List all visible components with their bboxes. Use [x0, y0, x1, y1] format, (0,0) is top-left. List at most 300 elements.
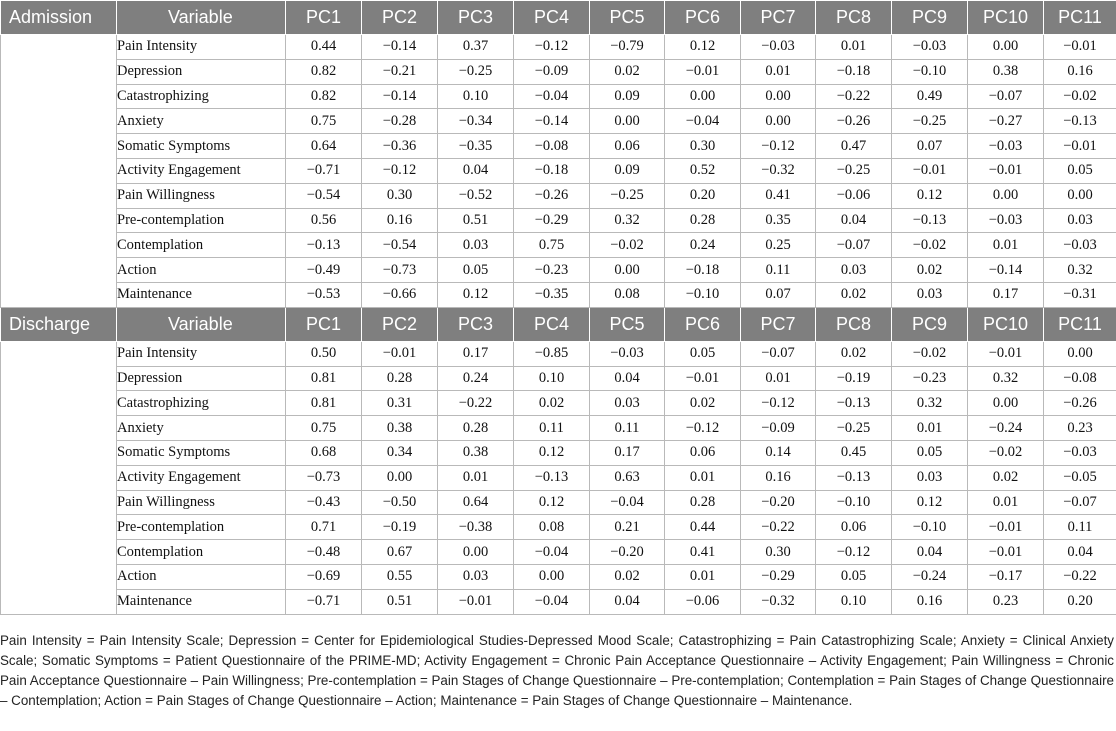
loading-value-cell: −0.52	[438, 183, 514, 208]
loading-value-cell: −0.12	[741, 134, 816, 159]
variable-name-cell: Pain Intensity	[117, 35, 286, 60]
loading-value-cell: −0.09	[514, 59, 590, 84]
loading-value-cell: 0.16	[362, 208, 438, 233]
loading-value-cell: 0.00	[590, 258, 665, 283]
loading-value-cell: 0.41	[741, 183, 816, 208]
loading-value-cell: 0.23	[1044, 416, 1116, 441]
loading-value-cell: −0.04	[514, 589, 590, 614]
loading-value-cell: −0.13	[514, 465, 590, 490]
loading-value-cell: −0.69	[286, 564, 362, 589]
loading-value-cell: −0.12	[514, 35, 590, 60]
column-header-pc10: PC10	[968, 307, 1044, 341]
table-row	[1, 84, 1116, 109]
loading-value-cell: −0.50	[362, 490, 438, 515]
variable-name-cell: Contemplation	[117, 233, 286, 258]
column-header-pc9: PC9	[892, 307, 968, 341]
loading-value-cell: −0.01	[438, 589, 514, 614]
loading-value-cell: 0.01	[892, 416, 968, 441]
loading-value-cell: 0.01	[741, 366, 816, 391]
loading-value-cell: 0.10	[514, 366, 590, 391]
loading-value-cell: 0.07	[741, 282, 816, 307]
column-header-pc2: PC2	[362, 307, 438, 341]
loading-value-cell: 0.12	[514, 440, 590, 465]
loading-value-cell: 0.75	[514, 233, 590, 258]
variable-name-cell: Depression	[117, 366, 286, 391]
loading-value-cell: −0.02	[892, 233, 968, 258]
table-row	[1, 109, 1116, 134]
table-row	[1, 233, 1116, 258]
loading-value-cell: 0.10	[816, 589, 892, 614]
loading-value-cell: −0.20	[741, 490, 816, 515]
loading-value-cell: 0.03	[438, 233, 514, 258]
loading-value-cell: −0.12	[816, 540, 892, 565]
variable-name-cell: Action	[117, 564, 286, 589]
loading-value-cell: 0.02	[816, 282, 892, 307]
loading-value-cell: −0.22	[741, 515, 816, 540]
loading-value-cell: 0.00	[968, 183, 1044, 208]
loading-value-cell: 0.63	[590, 465, 665, 490]
loading-value-cell: −0.14	[362, 35, 438, 60]
loading-value-cell: −0.25	[438, 59, 514, 84]
loading-value-cell: 0.01	[968, 490, 1044, 515]
loading-value-cell: 0.24	[665, 233, 741, 258]
discharge-section	[1, 307, 1116, 614]
discharge-section-label: Discharge	[1, 307, 117, 341]
loading-value-cell: −0.08	[514, 134, 590, 159]
loading-value-cell: −0.01	[1044, 35, 1116, 60]
loading-value-cell: 0.12	[892, 183, 968, 208]
loading-value-cell: −0.03	[968, 208, 1044, 233]
column-header-pc11: PC11	[1044, 1, 1116, 35]
admission-section-label: Admission	[1, 1, 117, 35]
loading-value-cell: −0.26	[1044, 391, 1116, 416]
variable-name-cell: Anxiety	[117, 416, 286, 441]
loading-value-cell: 0.00	[968, 391, 1044, 416]
loading-value-cell: −0.25	[590, 183, 665, 208]
loading-value-cell: 0.09	[590, 84, 665, 109]
column-header-pc5: PC5	[590, 307, 665, 341]
loading-value-cell: −0.71	[286, 589, 362, 614]
loading-value-cell: 0.55	[362, 564, 438, 589]
loading-value-cell: 0.06	[590, 134, 665, 159]
loading-value-cell: −0.43	[286, 490, 362, 515]
table-row	[1, 158, 1116, 183]
loading-value-cell: 0.32	[892, 391, 968, 416]
loading-value-cell: 0.35	[741, 208, 816, 233]
loading-value-cell: −0.01	[968, 515, 1044, 540]
loading-value-cell: −0.03	[1044, 440, 1116, 465]
table-row	[1, 391, 1116, 416]
loading-value-cell: 0.28	[362, 366, 438, 391]
loading-value-cell: −0.29	[741, 564, 816, 589]
loading-value-cell: −0.10	[892, 515, 968, 540]
loading-value-cell: 0.04	[1044, 540, 1116, 565]
loading-value-cell: −0.01	[665, 366, 741, 391]
loading-value-cell: −0.04	[514, 84, 590, 109]
loading-value-cell: −0.85	[514, 341, 590, 366]
loading-value-cell: −0.03	[741, 35, 816, 60]
loading-value-cell: 0.05	[892, 440, 968, 465]
loading-value-cell: 0.11	[590, 416, 665, 441]
loading-value-cell: −0.18	[816, 59, 892, 84]
loading-value-cell: −0.22	[438, 391, 514, 416]
loading-value-cell: −0.01	[968, 540, 1044, 565]
loading-value-cell: 0.51	[362, 589, 438, 614]
loading-value-cell: 0.37	[438, 35, 514, 60]
loading-value-cell: −0.28	[362, 109, 438, 134]
loading-value-cell: 0.16	[741, 465, 816, 490]
loading-value-cell: −0.35	[438, 134, 514, 159]
loading-value-cell: −0.17	[968, 564, 1044, 589]
loading-value-cell: 0.17	[590, 440, 665, 465]
loading-value-cell: 0.17	[968, 282, 1044, 307]
loading-value-cell: 0.02	[816, 341, 892, 366]
column-header-pc6: PC6	[665, 1, 741, 35]
table-row	[1, 341, 1116, 366]
loading-value-cell: −0.13	[892, 208, 968, 233]
loading-value-cell: −0.14	[514, 109, 590, 134]
variable-name-cell: Pre-contemplation	[117, 515, 286, 540]
loading-value-cell: −0.07	[816, 233, 892, 258]
loading-value-cell: −0.02	[968, 440, 1044, 465]
column-header-pc8: PC8	[816, 307, 892, 341]
loading-value-cell: −0.12	[741, 391, 816, 416]
loading-value-cell: 0.00	[741, 109, 816, 134]
loading-value-cell: −0.26	[514, 183, 590, 208]
variable-name-cell: Pain Willingness	[117, 183, 286, 208]
loading-value-cell: 0.28	[438, 416, 514, 441]
loading-value-cell: 0.04	[892, 540, 968, 565]
loading-value-cell: −0.73	[286, 465, 362, 490]
loading-value-cell: 0.52	[665, 158, 741, 183]
variable-name-cell: Pre-contemplation	[117, 208, 286, 233]
loading-value-cell: 0.50	[286, 341, 362, 366]
loading-value-cell: 0.68	[286, 440, 362, 465]
loading-value-cell: −0.02	[590, 233, 665, 258]
loading-value-cell: 0.08	[514, 515, 590, 540]
table-row	[1, 515, 1116, 540]
loading-value-cell: −0.20	[590, 540, 665, 565]
loading-value-cell: 0.07	[892, 134, 968, 159]
variable-name-cell: Depression	[117, 59, 286, 84]
column-header-pc4: PC4	[514, 307, 590, 341]
loading-value-cell: −0.13	[816, 391, 892, 416]
loading-value-cell: −0.01	[968, 158, 1044, 183]
loading-value-cell: 0.05	[816, 564, 892, 589]
loading-value-cell: −0.01	[665, 59, 741, 84]
loading-value-cell: 0.04	[438, 158, 514, 183]
loading-value-cell: 0.75	[286, 416, 362, 441]
loading-value-cell: 0.00	[665, 84, 741, 109]
loading-value-cell: −0.34	[438, 109, 514, 134]
loading-value-cell: −0.73	[362, 258, 438, 283]
loading-value-cell: 0.01	[665, 564, 741, 589]
admission-section	[1, 1, 1116, 308]
column-header-pc10: PC10	[968, 1, 1044, 35]
loading-value-cell: −0.25	[892, 109, 968, 134]
column-header-pc1: PC1	[286, 307, 362, 341]
loading-value-cell: 0.30	[741, 540, 816, 565]
loading-value-cell: 0.75	[286, 109, 362, 134]
loading-value-cell: 0.00	[438, 540, 514, 565]
column-header-pc9: PC9	[892, 1, 968, 35]
column-header-pc6: PC6	[665, 307, 741, 341]
loading-value-cell: 0.11	[1044, 515, 1116, 540]
loading-value-cell: 0.02	[590, 59, 665, 84]
loading-value-cell: −0.06	[816, 183, 892, 208]
loading-value-cell: 0.01	[438, 465, 514, 490]
loading-value-cell: 0.04	[590, 366, 665, 391]
loading-value-cell: 0.30	[362, 183, 438, 208]
loading-value-cell: −0.79	[590, 35, 665, 60]
loading-value-cell: −0.03	[1044, 233, 1116, 258]
admission-header-row	[1, 1, 1116, 35]
loading-value-cell: 0.21	[590, 515, 665, 540]
loading-value-cell: 0.30	[665, 134, 741, 159]
loading-value-cell: −0.10	[665, 282, 741, 307]
column-header-pc1: PC1	[286, 1, 362, 35]
loading-value-cell: 0.02	[590, 564, 665, 589]
loading-value-cell: −0.01	[362, 341, 438, 366]
loading-value-cell: −0.29	[514, 208, 590, 233]
loading-value-cell: 0.05	[438, 258, 514, 283]
loading-value-cell: 0.64	[438, 490, 514, 515]
table-row	[1, 258, 1116, 283]
column-header-pc8: PC8	[816, 1, 892, 35]
loading-value-cell: 0.02	[665, 391, 741, 416]
column-header-pc3: PC3	[438, 1, 514, 35]
table-footnote: Pain Intensity = Pain Intensity Scale; Depression = Center for Epidemiological Studies-Depressed Mood Scale; Catastrophizing = Pain Catastrophizing Scale; Anxiety = Clinical Anxiety Scale; Somatic Symptoms = Patient Questionnaire of the PRIME-MD; Activity Engagement = Chronic Pain Acceptance Questionnaire – Activity Engagement; Pain Willingness = Chronic Pain Acceptance Questionnaire – Pain Willingness; Pre-contemplation = Pain Stages of Change Questionnaire – Pre-contemplation; Contemplation = Pain Stages of Change Questionnaire – Contemplation; Action = Pain Stages of Change Questionnaire – Action; Maintenance = Pain Stages of Change Questionnaire – Maintenance.	[0, 633, 1114, 708]
loading-value-cell: 0.06	[816, 515, 892, 540]
loading-value-cell: 0.41	[665, 540, 741, 565]
loading-value-cell: −0.12	[362, 158, 438, 183]
loading-value-cell: −0.07	[1044, 490, 1116, 515]
loading-value-cell: 0.03	[892, 282, 968, 307]
loading-value-cell: 0.01	[968, 233, 1044, 258]
loading-value-cell: −0.31	[1044, 282, 1116, 307]
loading-value-cell: −0.71	[286, 158, 362, 183]
variable-name-cell: Catastrophizing	[117, 391, 286, 416]
variable-name-cell: Pain Willingness	[117, 490, 286, 515]
loading-value-cell: −0.24	[892, 564, 968, 589]
loading-value-cell: 0.04	[590, 589, 665, 614]
loading-value-cell: 0.81	[286, 366, 362, 391]
loading-value-cell: 0.00	[514, 564, 590, 589]
loading-value-cell: −0.26	[816, 109, 892, 134]
loading-value-cell: 0.56	[286, 208, 362, 233]
table-row	[1, 366, 1116, 391]
loading-value-cell: −0.18	[514, 158, 590, 183]
loading-value-cell: −0.01	[968, 341, 1044, 366]
loading-value-cell: 0.82	[286, 59, 362, 84]
discharge-section-spacer	[1, 341, 117, 614]
loading-value-cell: −0.22	[1044, 564, 1116, 589]
loading-value-cell: −0.01	[892, 158, 968, 183]
loading-value-cell: −0.49	[286, 258, 362, 283]
variable-name-cell: Activity Engagement	[117, 158, 286, 183]
loading-value-cell: 0.02	[514, 391, 590, 416]
loading-value-cell: 0.05	[1044, 158, 1116, 183]
loading-value-cell: 0.20	[1044, 589, 1116, 614]
loading-value-cell: −0.25	[816, 416, 892, 441]
loading-value-cell: −0.04	[665, 109, 741, 134]
admission-section-spacer	[1, 35, 117, 308]
loading-value-cell: 0.32	[968, 366, 1044, 391]
table-row	[1, 134, 1116, 159]
discharge-header-row	[1, 307, 1116, 341]
loading-value-cell: 0.71	[286, 515, 362, 540]
table-row	[1, 589, 1116, 614]
loading-value-cell: 0.17	[438, 341, 514, 366]
column-header-pc7: PC7	[741, 307, 816, 341]
table-row	[1, 465, 1116, 490]
loading-value-cell: −0.05	[1044, 465, 1116, 490]
variable-name-cell: Anxiety	[117, 109, 286, 134]
column-header-pc3: PC3	[438, 307, 514, 341]
table-row	[1, 440, 1116, 465]
loading-value-cell: 0.00	[590, 109, 665, 134]
loading-value-cell: 0.32	[590, 208, 665, 233]
loading-value-cell: 0.49	[892, 84, 968, 109]
variable-column-header: Variable	[117, 307, 286, 341]
loading-value-cell: −0.13	[286, 233, 362, 258]
column-header-pc2: PC2	[362, 1, 438, 35]
loading-value-cell: 0.24	[438, 366, 514, 391]
table-row	[1, 183, 1116, 208]
loading-value-cell: 0.10	[438, 84, 514, 109]
loading-value-cell: 0.12	[892, 490, 968, 515]
loading-value-cell: 0.03	[590, 391, 665, 416]
loading-value-cell: 0.04	[816, 208, 892, 233]
loading-value-cell: 0.28	[665, 490, 741, 515]
loading-value-cell: 0.20	[665, 183, 741, 208]
loading-value-cell: 0.09	[590, 158, 665, 183]
loading-value-cell: −0.10	[892, 59, 968, 84]
loading-value-cell: 0.00	[362, 465, 438, 490]
loading-value-cell: 0.64	[286, 134, 362, 159]
table-row	[1, 59, 1116, 84]
loading-value-cell: 0.45	[816, 440, 892, 465]
variable-name-cell: Maintenance	[117, 589, 286, 614]
loading-value-cell: 0.03	[1044, 208, 1116, 233]
loading-value-cell: 0.12	[438, 282, 514, 307]
loading-value-cell: 0.28	[665, 208, 741, 233]
loading-value-cell: 0.38	[968, 59, 1044, 84]
table-row	[1, 208, 1116, 233]
variable-name-cell: Somatic Symptoms	[117, 134, 286, 159]
loading-value-cell: 0.32	[1044, 258, 1116, 283]
loading-value-cell: 0.11	[514, 416, 590, 441]
loading-value-cell: −0.14	[362, 84, 438, 109]
loading-value-cell: −0.24	[968, 416, 1044, 441]
loading-value-cell: −0.13	[1044, 109, 1116, 134]
loading-value-cell: −0.13	[816, 465, 892, 490]
loading-value-cell: −0.12	[665, 416, 741, 441]
loading-value-cell: −0.35	[514, 282, 590, 307]
column-header-pc5: PC5	[590, 1, 665, 35]
loading-value-cell: −0.03	[892, 35, 968, 60]
loading-value-cell: −0.48	[286, 540, 362, 565]
loading-value-cell: 0.16	[1044, 59, 1116, 84]
loading-value-cell: −0.23	[514, 258, 590, 283]
loading-value-cell: −0.07	[968, 84, 1044, 109]
loading-value-cell: 0.02	[892, 258, 968, 283]
variable-name-cell: Maintenance	[117, 282, 286, 307]
loading-value-cell: −0.01	[1044, 134, 1116, 159]
loading-value-cell: 0.08	[590, 282, 665, 307]
loading-value-cell: −0.27	[968, 109, 1044, 134]
loading-value-cell: 0.44	[665, 515, 741, 540]
loading-value-cell: 0.00	[968, 35, 1044, 60]
loading-value-cell: −0.21	[362, 59, 438, 84]
loading-value-cell: −0.03	[590, 341, 665, 366]
loading-value-cell: 0.44	[286, 35, 362, 60]
loading-value-cell: −0.66	[362, 282, 438, 307]
loading-value-cell: 0.34	[362, 440, 438, 465]
loading-value-cell: 0.31	[362, 391, 438, 416]
loading-value-cell: 0.12	[514, 490, 590, 515]
loading-value-cell: 0.38	[438, 440, 514, 465]
table-row	[1, 540, 1116, 565]
variable-name-cell: Activity Engagement	[117, 465, 286, 490]
variable-name-cell: Somatic Symptoms	[117, 440, 286, 465]
loading-value-cell: −0.54	[286, 183, 362, 208]
loading-value-cell: −0.02	[1044, 84, 1116, 109]
loading-value-cell: 0.38	[362, 416, 438, 441]
loading-value-cell: 0.01	[665, 465, 741, 490]
loading-value-cell: −0.22	[816, 84, 892, 109]
loading-value-cell: 0.02	[968, 465, 1044, 490]
column-header-pc7: PC7	[741, 1, 816, 35]
loading-value-cell: −0.19	[816, 366, 892, 391]
loading-value-cell: −0.25	[816, 158, 892, 183]
loading-value-cell: −0.09	[741, 416, 816, 441]
loading-value-cell: −0.06	[665, 589, 741, 614]
loading-value-cell: 0.03	[438, 564, 514, 589]
loading-value-cell: 0.01	[741, 59, 816, 84]
loading-value-cell: 0.16	[892, 589, 968, 614]
loading-value-cell: −0.36	[362, 134, 438, 159]
loading-value-cell: 0.67	[362, 540, 438, 565]
variable-name-cell: Pain Intensity	[117, 341, 286, 366]
loading-value-cell: −0.32	[741, 589, 816, 614]
loading-value-cell: 0.23	[968, 589, 1044, 614]
loading-value-cell: −0.14	[968, 258, 1044, 283]
loading-value-cell: 0.00	[1044, 183, 1116, 208]
loading-value-cell: −0.54	[362, 233, 438, 258]
loading-value-cell: 0.14	[741, 440, 816, 465]
loading-value-cell: 0.00	[1044, 341, 1116, 366]
column-header-pc4: PC4	[514, 1, 590, 35]
table-row	[1, 282, 1116, 307]
loading-value-cell: −0.08	[1044, 366, 1116, 391]
variable-name-cell: Contemplation	[117, 540, 286, 565]
loading-value-cell: 0.47	[816, 134, 892, 159]
table-row	[1, 490, 1116, 515]
table-row	[1, 416, 1116, 441]
table-row	[1, 35, 1116, 60]
loading-value-cell: 0.03	[892, 465, 968, 490]
variable-column-header: Variable	[117, 1, 286, 35]
loading-value-cell: −0.03	[968, 134, 1044, 159]
loading-value-cell: 0.11	[741, 258, 816, 283]
loading-value-cell: −0.04	[590, 490, 665, 515]
loading-value-cell: −0.53	[286, 282, 362, 307]
loading-value-cell: −0.02	[892, 341, 968, 366]
loading-value-cell: 0.25	[741, 233, 816, 258]
loading-value-cell: −0.18	[665, 258, 741, 283]
variable-name-cell: Catastrophizing	[117, 84, 286, 109]
